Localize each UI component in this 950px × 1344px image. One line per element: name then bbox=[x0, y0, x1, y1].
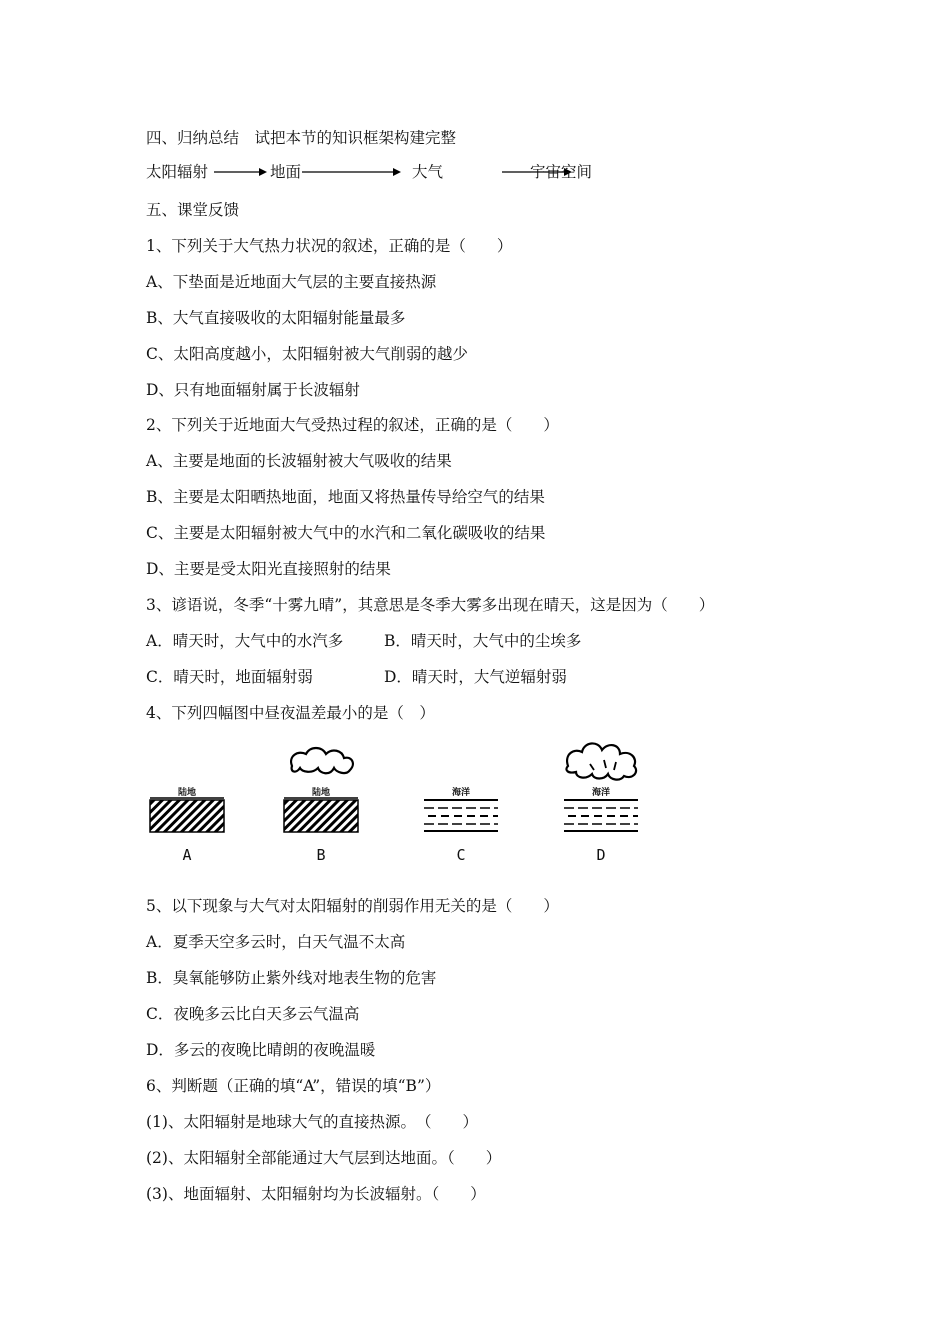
question-3-option-d: D．晴天时，大气逆辐射弱 bbox=[384, 668, 567, 686]
arrow-1-head bbox=[259, 168, 267, 176]
section-4-title: 四、归纳总结 试把本节的知识框架构建完整 bbox=[146, 129, 457, 147]
flow-node-solar-radiation: 太阳辐射 bbox=[146, 163, 209, 181]
section-5-title: 五、课堂反馈 bbox=[146, 201, 240, 219]
figure-b bbox=[280, 738, 400, 868]
land-hatch bbox=[150, 800, 224, 832]
figure-b-label: 陆地 bbox=[311, 788, 330, 798]
question-3-option-a: A．晴天时，大气中的水汽多 bbox=[146, 632, 344, 650]
question-2-stem: 2、下列关于近地面大气受热过程的叙述，正确的是（ ） bbox=[146, 416, 559, 434]
figure-a-label: 陆地 bbox=[177, 788, 196, 798]
cloud-icon bbox=[291, 748, 353, 773]
question-1-option-a: A、下垫面是近地面大气层的主要直接热源 bbox=[146, 273, 437, 291]
question-5-option-a: A．夏季天空多云时，白天气温不太高 bbox=[146, 933, 406, 951]
question-5-option-c: C．夜晚多云比白天多云气温高 bbox=[146, 1005, 360, 1023]
cloud-icon bbox=[566, 743, 636, 779]
question-6-item-2: (2)、太阳辐射全部能通过大气层到达地面。（ ） bbox=[146, 1149, 502, 1167]
question-5-stem: 5、以下现象与大气对太阳辐射的削弱作用无关的是（ ） bbox=[146, 897, 559, 915]
question-1-option-d: D、只有地面辐射属于长波辐射 bbox=[146, 381, 360, 399]
question-2-option-c: C、主要是太阳辐射被大气中的水汽和二氧化碳吸收的结果 bbox=[146, 524, 546, 542]
figure-b-letter: B bbox=[316, 846, 326, 864]
question-4-stem: 4、下列四幅图中昼夜温差最小的是（ ） bbox=[146, 704, 435, 722]
figure-d-label: 海洋 bbox=[591, 788, 610, 798]
figure-d-letter: D bbox=[596, 846, 606, 864]
figure-a-letter: A bbox=[182, 846, 192, 864]
question-1-stem: 1、下列关于大气热力状况的叙述，正确的是（ ） bbox=[146, 237, 513, 255]
arrow-2-head bbox=[393, 168, 401, 176]
question-2-option-a: A、主要是地面的长波辐射被大气吸收的结果 bbox=[146, 452, 452, 470]
land-hatch bbox=[284, 800, 358, 832]
figure-c-letter: C bbox=[456, 846, 466, 864]
question-6-item-1: (1)、太阳辐射是地球大气的直接热源。 （ ） bbox=[146, 1113, 478, 1131]
figure-c-label: 海洋 bbox=[451, 788, 470, 798]
question-1-option-b: B、大气直接吸收的太阳辐射能量最多 bbox=[146, 309, 406, 327]
question-5-option-d: D．多云的夜晚比晴朗的夜晚温暖 bbox=[146, 1041, 376, 1059]
flow-node-ground: 地面 bbox=[270, 163, 302, 181]
question-3-stem: 3、谚语说，冬季“十雾九晴”，其意思是冬季大雾多出现在晴天，这是因为（ ） bbox=[146, 596, 715, 614]
question-1-option-c: C、太阳高度越小，太阳辐射被大气削弱的越少 bbox=[146, 345, 468, 363]
question-2-option-d: D、主要是受太阳光直接照射的结果 bbox=[146, 560, 391, 578]
question-6-item-3: (3)、地面辐射、太阳辐射均为长波辐射。（ ） bbox=[146, 1185, 486, 1203]
question-3-option-c: C．晴天时，地面辐射弱 bbox=[146, 668, 313, 686]
figure-c bbox=[420, 738, 540, 868]
flow-node-space: 宇宙空间 bbox=[530, 163, 593, 181]
question-5-option-b: B．臭氧能够防止紫外线对地表生物的危害 bbox=[146, 969, 437, 987]
flow-node-atmosphere: 大气 bbox=[412, 163, 444, 181]
question-6-stem: 6、判断题（正确的填“A”，错误的填“B”） bbox=[146, 1077, 441, 1095]
flow-arrows bbox=[146, 162, 846, 184]
question-2-option-b: B、主要是太阳晒热地面，地面又将热量传导给空气的结果 bbox=[146, 488, 545, 506]
figure-d bbox=[560, 738, 680, 868]
question-4-figures bbox=[140, 738, 700, 868]
question-3-option-b: B．晴天时，大气中的尘埃多 bbox=[384, 632, 582, 650]
knowledge-flow-diagram bbox=[146, 162, 846, 184]
figure-a bbox=[146, 738, 266, 868]
